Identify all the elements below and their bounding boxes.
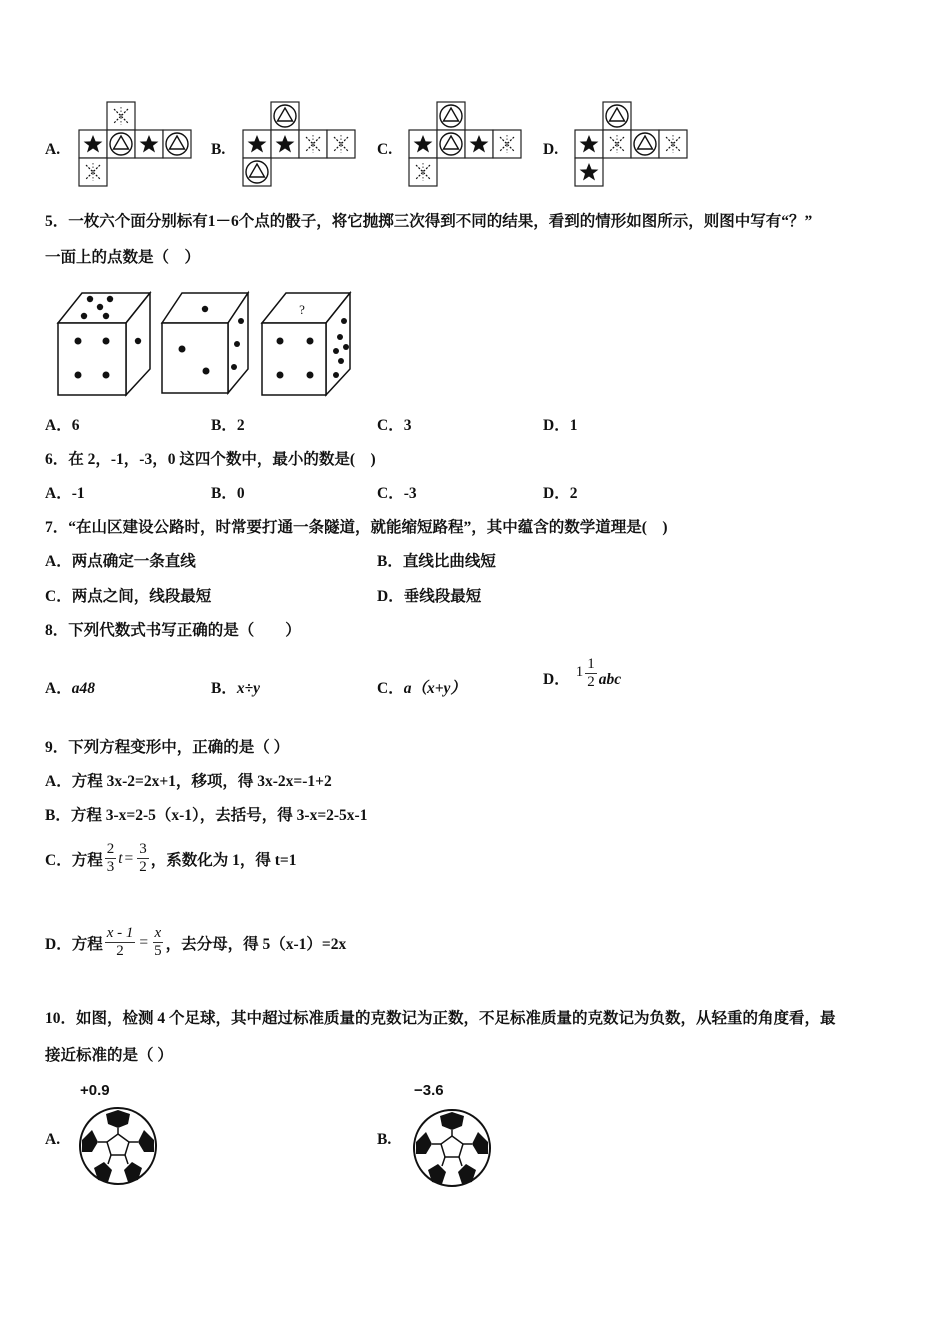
q4-net-a [78,101,198,191]
q8-stem: 8．下列代数式书写正确的是（ ） [45,622,301,639]
q4-option-a-label: A. [45,141,61,158]
q5-dice-figure [48,289,368,401]
q4-net-c [408,101,528,191]
q4-option-d-label: D. [543,141,559,158]
q8-option-c: C．a（x+y） [377,680,466,697]
q10-option-b-label: B. [377,1131,392,1148]
q6-option-b: B．0 [211,485,245,502]
q7-option-b: B．直线比曲线短 [377,553,496,570]
q6-option-c: C．-3 [377,485,417,502]
q7-option-a: A．两点确定一条直线 [45,553,196,570]
q9-option-a: A．方程 3x-2=2x+1，移项，得 3x-2x=-1+2 [45,773,332,790]
q7-option-c: C．两点之间，线段最短 [45,588,212,605]
q10-ball-b [412,1108,492,1188]
die-1 [58,293,150,395]
q8-option-d: D． 1 $\frac{1}{2}$ abc [543,656,622,690]
q9-option-b: B．方程 3-x=2-5（x-1），去括号，得 3-x=2-5x-1 [45,807,368,824]
q5-option-d: D．1 [543,417,578,434]
q5-stem-line1: 5．一枚六个面分别标有1－6个点的骰子，将它抛掷三次得到不同的结果，看到的情形如图所示，则图中写有“？” [45,213,813,230]
q6-option-a: A．-1 [45,485,85,502]
die-3 [262,293,350,395]
q6-stem: 6．在 2，-1，-3，0 这四个数中，最小的数是( ) [45,451,376,468]
q7-option-d: D．垂线段最短 [377,588,482,605]
q6-option-d: D．2 [543,485,578,502]
q10-option-a-value: +0.9 [80,1082,110,1099]
q5-option-a: A．6 [45,417,80,434]
q7-stem: 7．“在山区建设公路时，时常要打通一条隧道，就能缩短路程”，其中蕴含的数学道理是( ) [45,519,668,536]
q4-net-d [574,101,694,191]
q9-option-c: C．方程 $\frac{2}{3}$ t = $\frac{3}{2}$ ，系数化为 1，得 t=1 [45,841,297,875]
q10-stem-line1: 10．如图，检测 4 个足球，其中超过标准质量的克数记为正数，不足标准质量的克数记为负数，从轻重的角度看，最 [45,1010,836,1027]
q10-option-b-value: −3.6 [414,1082,444,1099]
q10-stem-line2: 接近标准的是（ ） [45,1047,173,1064]
q8-option-b: B．x÷y [211,680,260,697]
q8-option-a: A．a48 [45,680,95,697]
q9-option-d: D．方程 $\frac{x - 1}{2}$ = $\frac{x}{5}$ ，去分母，得 5（x-1）=2x [45,925,347,959]
q10-ball-a [78,1106,158,1186]
q4-option-c-label: C. [377,141,393,158]
q5-stem-line2: 一面上的点数是（ ） [45,249,201,266]
q10-option-a-label: A. [45,1131,61,1148]
dice-question-mark: ? [299,302,305,317]
q4-net-b [242,101,362,191]
q5-option-b: B．2 [211,417,245,434]
q9-stem: 9．下列方程变形中，正确的是（ ） [45,739,290,756]
q5-option-c: C．3 [377,417,412,434]
q4-option-b-label: B. [211,141,226,158]
